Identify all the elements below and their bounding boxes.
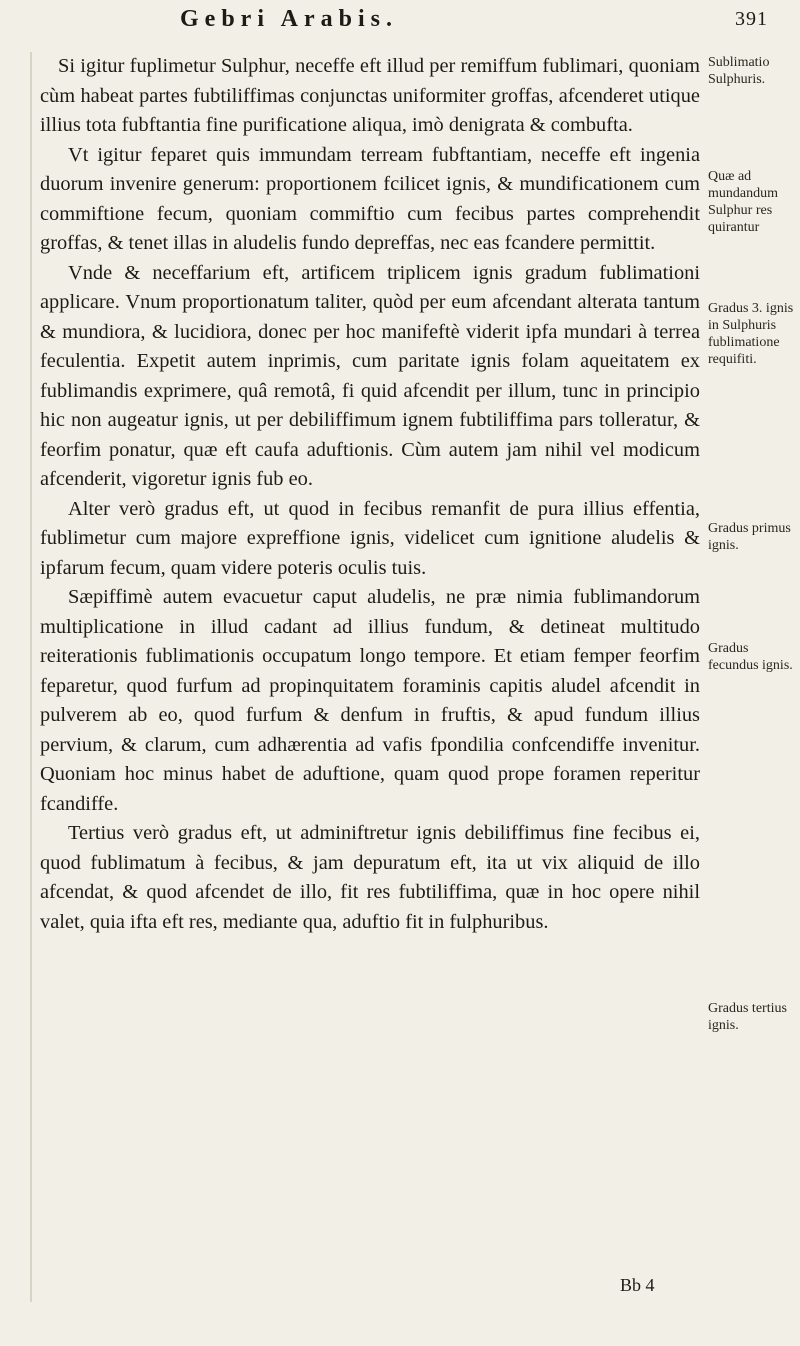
marginal-note: Gradus 3. ignis in Sulphuris fublimatione requifiti.	[708, 301, 794, 367]
paragraph-third-degree: Tertius verò gradus eft, ut adminiftretur ignis debiliffimus fine fecibus ei, quod fublimatum à fecibus, & jam depuratum eft, ita ut vix aliquid de illo afcendat, & quod afcendet de illo, fit res fubtiliffima, quæ in hoc opere nihil valet, quia ifta eft res, mediante qua, aduftio fit in fulphuribus.	[40, 822, 700, 933]
paragraph-second-degree: Alter verò gradus eft, ut quod in fecibus remanfit de pura illius effentia, fublimetur cum majore expreffione ignis, videlicet cum ignitione aludelis & ipfarum fecum, quam videre poteris oculis tuis.	[40, 497, 700, 579]
marginal-notes	[708, 0, 798, 1346]
main-text	[40, 52, 700, 937]
marginal-note: Gradus fecundus ignis.	[708, 641, 793, 673]
paragraph-evacuation: Sæpiffimè autem evacuetur caput aludelis, ne præ nimia fublimandorum multiplicatione in illud cadant ad illius fundum, & detineat multitudo reiterationis fublimationis occupatum longo tempore. Et etiam femper feorfim feparetur, quod furfum ad propinquitatem foraminis capitis aludel afcendit in pulverem ab eo, quod furfum & denfum in fruftis, & apud fundum illius pervium, & clarum, cum adhærentia ad vafis fpondilia confcendiffe invenitur. Quoniam hoc minus habet de aduftione, quam quod prope foramen reperitur fcandiffe.	[40, 586, 700, 815]
paragraph-three-degrees: Vnde & neceffarium eft, artificem triplicem ignis gradum fublimationi applicare. Vnum proportionatum taliter, quòd per eum afcendant alterata tantum & mundiora, & lucidiora, donec per hoc manifeftè viderit ipfa mundari à terrea feculentia. Expetit autem inprimis, cum paritate ignis folam aqueitatem ex fublimandis exprimere, quâ remotâ, fi quid afcendit per illum, tunc in principio hic non augeatur ignis, ut per debiliffimum ignem fubtiliffima pars tolleratur, & feorfim ponatur, quæ eft caufa aduftionis. Cùm autem jam nihil vel modicum afcenderit, vigoretur ignis fub eo.	[40, 261, 700, 490]
paragraph-sulphur-sublimation: Si igitur fuplimetur Sulphur, neceffe eft illud per remiffum fublimari, quoniam cùm habeat partes fubtiliffimas conjunctas uniformiter groffas, afcenderet utique illius tota fubftantia fine purificatione aliqua, imò denigrata & combufta.	[40, 55, 700, 136]
signature-mark: Bb 4	[620, 1275, 655, 1295]
running-title: Gebri Arabis.	[180, 6, 399, 32]
paragraph-separation: Vt igitur feparet quis immundam terream fubftantiam, neceffe eft ingenia duorum invenire generum: proportionem fcilicet ignis, & mundificationem cum commiftione fecum, quoniam commiftio cum fecibus partes comprehendit groffas, & tenet illas in aludelis fundo depreffas, nec eas fcandere permittit.	[40, 143, 700, 254]
marginal-note: Quæ ad mundandum Sulphur res quirantur	[708, 169, 778, 235]
page-number: 391	[735, 8, 768, 30]
page-shadow	[30, 52, 32, 1302]
marginal-note: Sublimatio Sulphuris.	[708, 55, 770, 87]
marginal-note: Gradus primus ignis.	[708, 521, 791, 553]
marginal-note: Gradus tertius ignis.	[708, 1001, 787, 1033]
